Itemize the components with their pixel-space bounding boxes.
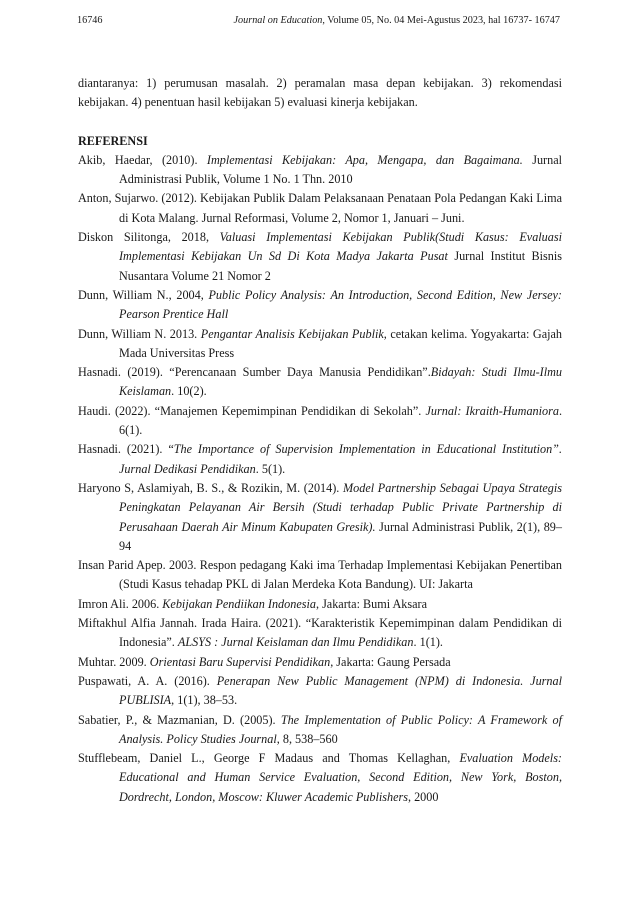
reference-tail: Jurnal Administrasi Publik, Volume 1 No. 1 Thn. 2010 xyxy=(119,152,562,187)
reference-lead: Sabatier, P., & Mazmanian, D. (2005). xyxy=(78,712,281,727)
reference-entry xyxy=(78,556,562,595)
reference-lead: Insan Parid Apep. 2003. Respon pedagang Kaki ima Terhadap Implementasi Kebijakan Penertiban (Studi Kasus tehadap PKL di Jalan Merdeka Kota Bandung). UI: Jakarta xyxy=(78,558,562,592)
reference-tail: Jurnal Institut Bisnis Nusantara Volume 21 Nomor 2 xyxy=(119,249,562,283)
journal-name: Journal on Education xyxy=(233,15,323,26)
reference-entry xyxy=(78,189,562,228)
reference-lead: Miftakhul Alfia Jannah. Irada Haira. (2021). “Karakteristik Kepemimpinan dalam Pendidikan di Indonesia”. xyxy=(78,616,562,650)
reference-tail: , Jakarta: Bumi Aksara xyxy=(315,596,427,611)
reference-entry xyxy=(78,749,562,807)
reference-lead: Haryono S, Aslamiyah, B. S., & Rozikin, M. (2014). xyxy=(78,480,343,495)
reference-lead: Akib, Haedar, (2010). xyxy=(78,152,207,167)
reference-title: ALSYS : Jurnal Keislaman dan Ilmu Pendidikan xyxy=(177,635,414,650)
reference-lead: Diskon Silitonga, 2018, xyxy=(78,230,220,245)
reference-list xyxy=(78,151,562,807)
reference-entry xyxy=(78,653,562,672)
reference-title: The Importance of Supervision Implementation in Educational Institution”. Jurnal Dedikasi Pendidikan xyxy=(119,442,562,476)
reference-tail: , 1(1), 38–53. xyxy=(171,693,238,708)
reference-title: Penerapan New Public Management (NPM) di Indonesia. Jurnal PUBLISIA xyxy=(119,673,562,708)
reference-tail: , 8, 538–560 xyxy=(276,731,338,746)
running-header xyxy=(77,13,560,29)
reference-tail: . 10(2). xyxy=(171,384,207,399)
reference-lead: Dunn, William N. 2013. xyxy=(78,326,201,341)
reference-entry xyxy=(78,151,562,190)
reference-tail: , 2000 xyxy=(407,789,439,804)
page-body xyxy=(78,74,562,807)
reference-entry xyxy=(78,440,562,479)
reference-lead: Stufflebeam, Daniel L., George F Madaus and Thomas Kellaghan, xyxy=(78,751,460,766)
reference-lead: Hasnadi. (2021). “ xyxy=(78,442,174,457)
intro-paragraph: diantaranya: 1) perumusan masalah. 2) peramalan masa depan kebijakan. 3) rekomendasi kebijakan. 4) penentuan hasil kebijakan 5) evaluasi kinerja kebijakan. xyxy=(78,76,562,110)
reference-entry xyxy=(78,286,562,325)
reference-title: Bidayah: Studi Ilmu-Ilmu Keislaman xyxy=(119,365,562,399)
reference-tail: . 1(1). xyxy=(413,635,443,650)
reference-entry xyxy=(78,325,562,364)
reference-tail: , Jakarta: Gaung Persada xyxy=(330,654,451,669)
reference-entry xyxy=(78,363,562,402)
reference-tail: . 6(1). xyxy=(119,403,562,438)
reference-title: Implementasi Kebijakan: Apa, Mengapa, dan Bagaimana. xyxy=(206,152,523,167)
reference-lead: Muhtar. 2009. xyxy=(78,654,150,669)
reference-entry xyxy=(78,711,562,750)
reference-title: The Implementation of Public Policy: A Framework of Analysis. Policy Studies Journal xyxy=(119,712,563,746)
reference-tail: , cetakan kelima. Yogyakarta: Gajah Mada Universitas Press xyxy=(119,326,562,360)
reference-lead: Puspawati, A. A. (2016). xyxy=(78,673,217,688)
reference-tail: . 5(1). xyxy=(255,461,286,476)
running-title xyxy=(234,13,560,29)
reference-lead: Dunn, William N., 2004, xyxy=(78,287,209,302)
reference-tail: Jurnal Administrasi Publik, 2(1), 89–94 xyxy=(119,519,562,553)
reference-title: Valuasi Implementasi Kebijakan Publik(Studi Kasus: Evaluasi Implementasi Kebijakan Un Sd Di Kota Madya Jakarta Pusat xyxy=(119,230,562,264)
reference-title: Public Policy Analysis: An Introduction, Second Edition, New Jersey: Pearson Prentice Hall xyxy=(119,287,562,322)
reference-entry xyxy=(78,672,562,711)
reference-title: Pengantar Analisis Kebijakan Publik xyxy=(200,326,384,341)
reference-title: Model Partnership Sebagai Upaya Strategis Peningkatan Pelayanan Air Bersih (Studi terhadap Public Private Partnership di Perusahaan Daerah Air Minum Kabupaten Gresik). xyxy=(119,480,562,534)
page-number: 16746 xyxy=(77,15,103,26)
references-heading: REFERENSI xyxy=(78,133,148,148)
reference-title: Evaluation Models: Educational and Human Service Evaluation, Second Edition, New York, Boston, Dordrecht, London, Moscow: Kluwer Academic Publishers xyxy=(119,751,562,804)
reference-title: Jurnal: Ikraith-Humaniora xyxy=(425,403,559,418)
reference-entry xyxy=(78,614,562,653)
reference-entry xyxy=(78,479,562,556)
reference-lead: Hasnadi. (2019). “Perencanaan Sumber Daya Manusia Pendidikan”. xyxy=(78,365,431,380)
reference-lead: Imron Ali. 2006. xyxy=(78,596,163,611)
reference-entry xyxy=(78,228,562,286)
reference-entry xyxy=(78,402,562,441)
reference-lead: Haudi. (2022). “Manajemen Kepemimpinan Pendidikan di Sekolah”. xyxy=(78,403,426,418)
reference-title: Orientasi Baru Supervisi Pendidikan xyxy=(149,654,331,669)
reference-entry xyxy=(78,595,562,614)
journal-details: , Volume 05, No. 04 Mei-Agustus 2023, hal 16737- 16747 xyxy=(322,15,560,26)
reference-title: Kebijakan Pendiikan Indonesia xyxy=(162,596,316,611)
reference-lead: Anton, Sujarwo. (2012). Kebijakan Publik Dalam Pelaksanaan Penataan Pola Pedangan Kaki Lima di Kota Malang. Jurnal Reformasi, Volume 2, Nomor 1, Januari – Juni. xyxy=(78,191,562,225)
